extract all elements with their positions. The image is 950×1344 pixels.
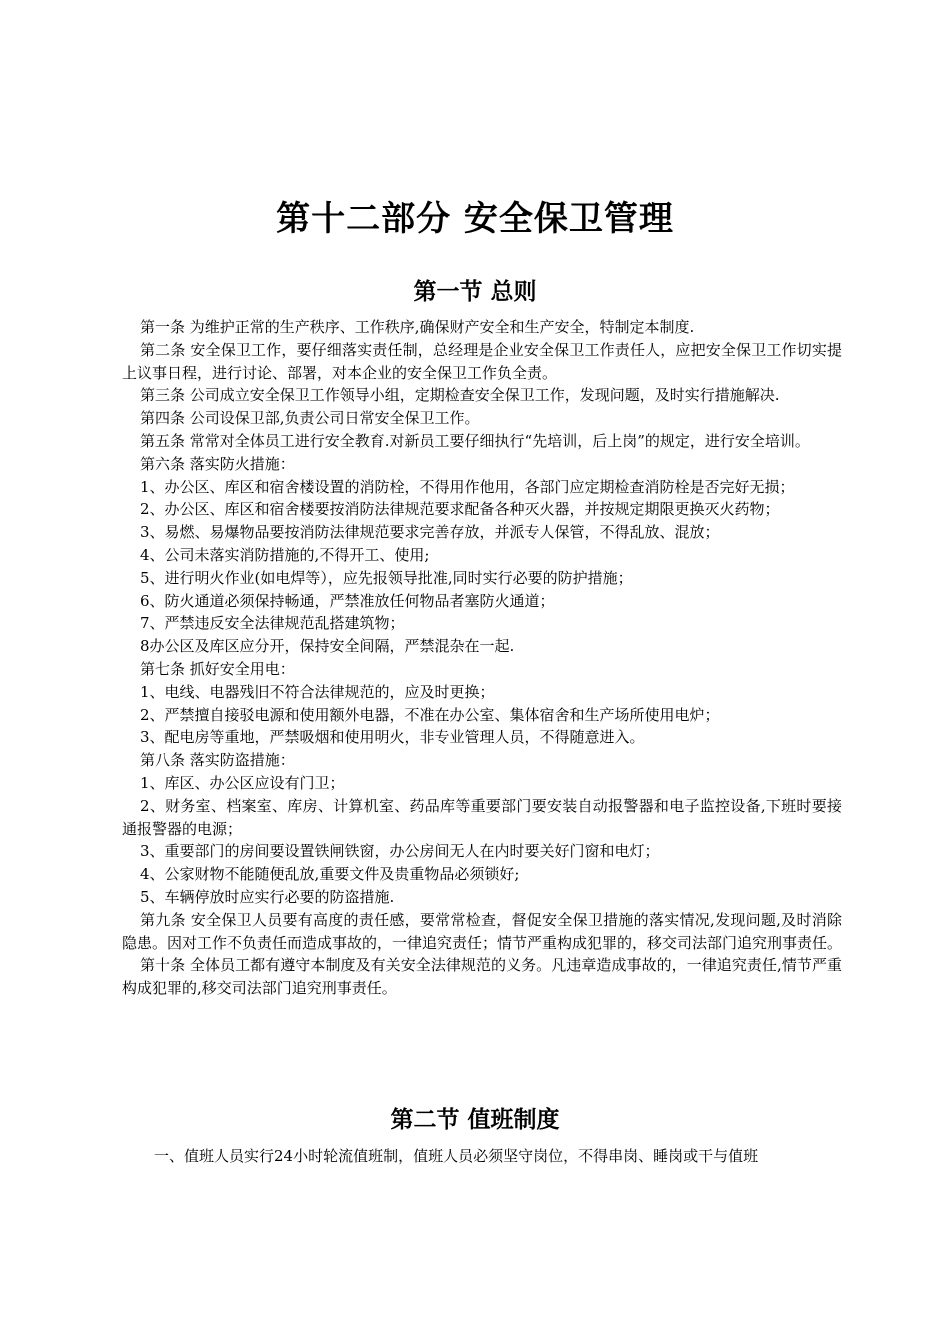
list-item: 4、公家财物不能随便乱放,重要文件及贵重物品必须锁好; <box>140 865 520 884</box>
section1-body <box>122 316 842 1000</box>
list-item: 5、车辆停放时应实行必要的防盗措施. <box>140 887 395 906</box>
page-title: 第十二部分 安全保卫管理 <box>276 199 674 239</box>
article-2: 第二条 安全保卫工作，要仔细落实责任制，总经理是企业安全保卫工作责任人，应把安全保卫工作切实提上议事日程，进行讨论、部署，对本企业的安全保卫工作负全责。 <box>122 340 842 382</box>
list-item: 3、重要部门的房间要设置铁闸铁窗，办公房间无人在内时要关好门窗和电灯； <box>140 842 660 861</box>
article-5: 第五条 常常对全体员工进行安全教育.对新员工要仔细执行“先培训，后上岗”的规定，进行安全培训。 <box>140 431 810 450</box>
article-6: 第六条 落实防火措施： <box>140 454 295 473</box>
list-item: 4、公司未落实消防措施的,不得开工、使用; <box>140 545 430 564</box>
article-8: 第八条 落实防盗措施： <box>140 751 295 770</box>
list-item: 3、易燃、易爆物品要按消防法律规范要求完善存放，并派专人保管，不得乱放、混放； <box>140 523 720 542</box>
section2-body <box>122 1145 842 1168</box>
list-item: 8办公区及库区应分开，保持安全间隔，严禁混杂在一起. <box>140 637 515 656</box>
section1-heading: 第一节 总则 <box>413 279 537 305</box>
list-item: 7、严禁违反安全法律规范乱搭建筑物； <box>140 614 405 633</box>
list-item: 2、财务室、档案室、库房、计算机室、药品库等重要部门要安装自动报警器和电子监控设备,下班时要接通报警器的电源； <box>122 796 842 838</box>
article-3: 第三条 公司成立安全保卫工作领导小组，定期检查安全保卫工作，发现问题，及时实行措施解决. <box>140 386 780 405</box>
list-item: 5、进行明火作业(如电焊等），应先报领导批准,同时实行必要的防护措施； <box>140 568 633 587</box>
list-item: 3、配电房等重地，严禁吸烟和使用明火，非专业管理人员，不得随意进入。 <box>140 728 645 747</box>
duty-rule-1: 一、值班人员实行24小时轮流值班制，值班人员必须坚守岗位，不得串岗、睡岗或干与值班 <box>154 1147 759 1165</box>
list-item: 2、办公区、库区和宿舍楼要按消防法律规范要求配备各种灭火器，并按规定期限更换灭火药物； <box>140 500 780 519</box>
article-10: 第十条 全体员工都有遵守本制度及有关安全法律规范的义务。凡违章造成事故的，一律追究责任,情节严重构成犯罪的,移交司法部门追究刑事责任。 <box>122 956 842 998</box>
list-item: 1、库区、办公区应设有门卫； <box>140 773 345 792</box>
article-9: 第九条 安全保卫人员要有高度的责任感，要常常检查，督促安全保卫措施的落实情况,发现问题,及时消除隐患。因对工作不负责任而造成事故的，一律追究责任；情节严重构成犯罪的，移交司法部门追究刑事责任。 <box>122 910 843 952</box>
article-1: 第一条 为维护正常的生产秩序、工作秩序,确保财产安全和生产安全，特制定本制度. <box>140 318 695 336</box>
article-4: 第四条 公司设保卫部,负责公司日常安全保卫工作。 <box>140 409 480 428</box>
list-item: 1、电线、电器残旧不符合法律规范的，应及时更换； <box>140 682 495 701</box>
list-item: 6、防火通道必须保持畅通，严禁准放任何物品者塞防火通道； <box>140 591 555 610</box>
article-7: 第七条 抓好安全用电： <box>140 659 295 678</box>
list-item: 2、严禁擅自接驳电源和使用额外电器，不准在办公室、集体宿舍和生产场所使用电炉； <box>140 705 720 724</box>
list-item: 1、办公区、库区和宿舍楼设置的消防栓，不得用作他用，各部门应定期检查消防栓是否完好无损； <box>140 477 795 496</box>
section2-heading: 第二节 值班制度 <box>390 1107 560 1133</box>
